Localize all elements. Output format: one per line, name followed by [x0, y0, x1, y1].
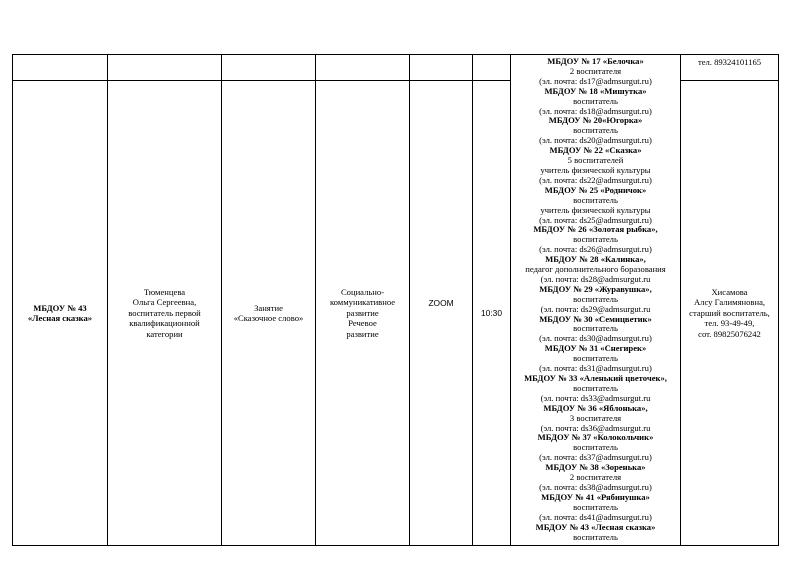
participant-name: МБДОУ № 17 «Белочка»: [547, 56, 644, 66]
participant-role: воспитатель: [573, 382, 618, 393]
participant-email: (эл. почта: ds26@admsurgut.ru): [539, 244, 652, 255]
participant-role: 2 воспитателя: [569, 65, 622, 76]
platform: ZOOM: [428, 298, 454, 308]
participant-role: 5 воспитателей: [567, 155, 624, 166]
institution-name: МБДОУ № 43: [33, 302, 87, 313]
participant-name: МБДОУ № 30 «Семицветик»: [539, 313, 652, 324]
teacher-line: воспитатель первой: [128, 307, 201, 318]
participant-email: (эл. почта: ds18@admsurgut.ru): [539, 105, 652, 116]
participant-name: МБДОУ № 20«Югорка»: [548, 115, 643, 126]
responsible-line: тел. 93-49-49,: [704, 318, 755, 329]
participant-name: МБДОУ № 22 «Сказка»: [549, 145, 642, 156]
contact-phone: тел. 89324101165: [697, 57, 762, 67]
contact-cell: [681, 55, 779, 81]
institution-title: «Лесная сказка»: [27, 313, 93, 323]
participant-name: МБДОУ № 41 «Рябинушка»: [541, 491, 650, 502]
participant-role: воспитатель: [573, 353, 618, 364]
event-line: «Сказочное слово»: [233, 313, 304, 323]
participant-email: (эл. почта: ds20@admsurgut.ru): [539, 135, 652, 146]
teacher-cell: [108, 81, 222, 546]
participant-name: МБДОУ № 38 «Зоренька»: [545, 462, 646, 473]
area-line: Социально-: [340, 286, 385, 297]
area-line: развитие: [346, 328, 379, 339]
participant-role: воспитатель: [573, 125, 618, 136]
cell-empty: [316, 55, 410, 81]
participant-name: МБДОУ № 29 «Журавушка»,: [539, 283, 652, 294]
participant-role: учитель физической культуры: [540, 164, 651, 175]
participant-name: МБДОУ № 31 «Снегирек»: [544, 343, 647, 354]
participant-name: МБДОУ № 28 «Калинка»,: [545, 254, 646, 265]
teacher-line: Ольга Сергеевна,: [132, 297, 197, 308]
time: 10:30: [481, 307, 502, 318]
participant-email: (эл. почта: ds41@admsurgut.ru): [539, 511, 652, 522]
participant-role: 2 воспитателя: [569, 472, 622, 483]
responsible-line: старший воспитатель,: [689, 307, 770, 318]
participant-email: (эл. почта: ds29@admsurgut.ru: [540, 303, 651, 314]
participant-email: (эл. почта: ds36@admsurgut.ru: [540, 422, 651, 433]
table-row-previous: [13, 55, 779, 81]
responsible-line: Хисамова: [711, 286, 748, 297]
responsible-line: сот. 89825076242: [698, 328, 761, 339]
participant-name: МБДОУ № 26 «Золотая рыбка»,: [533, 224, 658, 235]
participant-role: воспитатель: [573, 293, 618, 304]
participant-name: МБДОУ № 43 «Лесная сказка»: [535, 521, 656, 532]
area-line: коммуникативное: [329, 297, 396, 308]
participant-role: воспитатель: [573, 234, 618, 245]
cell-empty: [13, 55, 108, 81]
participant-role: воспитатель: [573, 95, 618, 106]
cell-empty: [410, 55, 473, 81]
participant-email: (эл. почта: ds30@admsurgut.ru): [539, 333, 652, 344]
participant-email: (эл. почта: ds17@admsurgut.ru): [539, 75, 652, 86]
teacher-line: категории: [146, 328, 183, 339]
participant-role: воспитатель: [573, 442, 618, 453]
participant-name: МБДОУ № 25 «Родничок»: [544, 184, 647, 195]
cell-empty: [473, 55, 511, 81]
participant-name: МБДОУ № 33 «Аленький цветочек»,: [524, 373, 667, 383]
events-table: [12, 54, 779, 546]
participant-name: МБДОУ № 37 «Колокольчик»: [537, 432, 654, 443]
area-cell: [316, 81, 410, 546]
participant-role: воспитатель: [573, 531, 618, 542]
participant-email: (эл. почта: ds38@admsurgut.ru): [539, 481, 652, 492]
participant-role: воспитатель: [573, 194, 618, 205]
responsible-cell: [681, 81, 779, 546]
participant-email: (эл. почта: ds25@admsurgut.ru): [539, 214, 652, 225]
participant-role: педагог дополнительного боразования: [525, 264, 666, 275]
area-line: развитие: [346, 307, 379, 318]
institution-cell: [13, 81, 108, 546]
cell-empty: [222, 55, 316, 81]
area-line: Речевое: [348, 318, 377, 329]
participant-role: воспитатель: [573, 501, 618, 512]
participant-email: (эл. почта: ds28@admsurgut.ru: [540, 273, 651, 284]
participant-role: 3 воспитателя: [569, 412, 622, 423]
participant-role: учитель физической культуры: [540, 204, 651, 215]
teacher-line: Тюменцева: [143, 286, 186, 297]
participant-name: МБДОУ № 18 «Мишутка»: [544, 85, 647, 96]
participant-email: (эл. почта: ds22@admsurgut.ru): [539, 174, 652, 185]
time-cell: [473, 81, 511, 546]
event-cell: [222, 81, 316, 546]
participants-cell: [511, 55, 681, 546]
event-line: Занятие: [254, 302, 283, 313]
participant-name: МБДОУ № 36 «Яблонька»,: [543, 402, 648, 413]
platform-cell: [410, 81, 473, 546]
participant-email: (эл. почта: ds31@admsurgut.ru): [539, 363, 652, 374]
participant-email: (эл. почта: ds33@admsurgut.ru: [540, 392, 651, 403]
cell-empty: [108, 55, 222, 81]
participant-role: воспитатель: [573, 323, 618, 334]
participant-email: (эл. почта: ds37@admsurgut.ru): [539, 452, 652, 463]
responsible-line: Алсу Галимяновна,: [693, 297, 766, 308]
teacher-line: квалификационной: [129, 318, 200, 329]
